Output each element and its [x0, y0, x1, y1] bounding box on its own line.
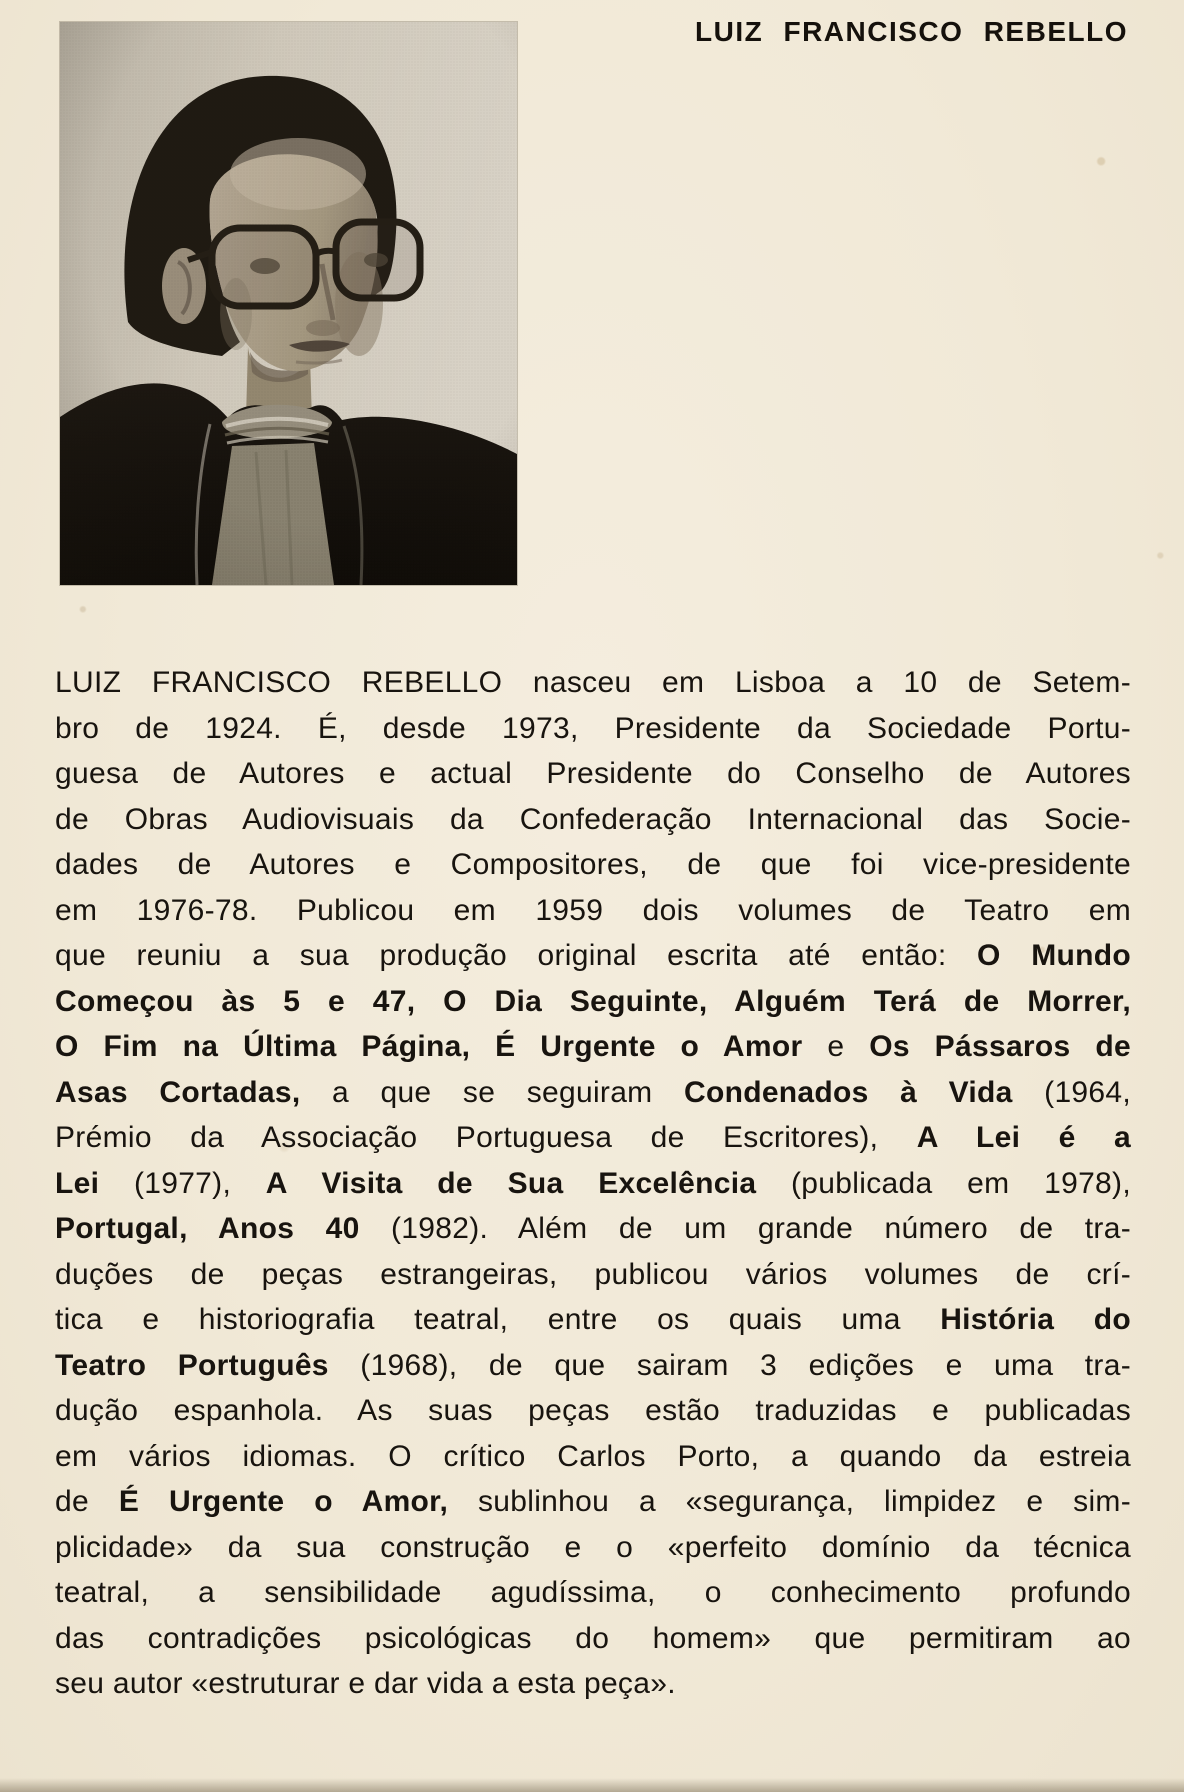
bio-line — [55, 1070, 1131, 1116]
bio-line — [55, 979, 1131, 1025]
bio-line — [55, 1616, 1131, 1662]
bio-segment: bro de 1924. É, desde 1973, Presidente da Sociedade Portu- — [55, 711, 1131, 745]
bio-bold-segment: Condenados à Vida — [683, 1075, 1013, 1109]
bio-line — [55, 1024, 1131, 1070]
bio-line — [55, 1388, 1131, 1434]
author-photo — [60, 22, 517, 585]
scan-bottom-edge — [0, 1778, 1184, 1792]
bio-segment: sublinhou a «segurança, limpidez e sim- — [448, 1485, 1131, 1518]
bio-line — [55, 1206, 1131, 1252]
bio-line — [55, 1434, 1131, 1480]
bio-line — [55, 751, 1131, 797]
bio-segment: (1968), de que sairam 3 edições e uma tra- — [328, 1348, 1131, 1382]
bio-line — [55, 1343, 1131, 1389]
bio-line — [55, 933, 1131, 979]
bio-line — [55, 660, 1131, 706]
bio-line — [55, 888, 1131, 934]
bio-text — [55, 660, 1131, 1707]
bio-segment: (1982). Além de um grande número de tra- — [359, 1212, 1132, 1245]
bio-segment: de — [55, 1485, 119, 1518]
bio-bold-segment: O Fim na Última Página, É Urgente o Amor — [55, 1030, 803, 1063]
bio-segment: plicidade» da sua construção e o «perfeito domínio da técnica — [55, 1530, 1131, 1564]
bio-bold-segment: Asas Cortadas, — [55, 1075, 301, 1109]
bio-segment: das contradições psicológicas do homem» que permitiram ao — [55, 1621, 1131, 1655]
bio-line — [55, 1570, 1131, 1616]
bio-segment: tica e historiografia teatral, entre os quais uma — [55, 1303, 941, 1336]
bio-bold-segment: O Mundo — [977, 939, 1131, 972]
bio-line — [55, 842, 1131, 888]
bio-bold-segment: Começou às 5 e 47, O Dia Seguinte, Alguém Terá de Morrer, — [55, 984, 1131, 1018]
bio-segment: (1964, — [1012, 1075, 1132, 1109]
bio-segment: (publicada em 1978), — [756, 1166, 1131, 1200]
bio-line — [55, 1115, 1131, 1161]
bio-bold-segment: Os Pássaros de — [869, 1030, 1131, 1063]
author-portrait-image — [60, 22, 517, 585]
photo-vignette — [60, 22, 517, 585]
bio-line — [55, 1479, 1131, 1525]
bio-bold-segment: Portugal, Anos 40 — [55, 1212, 360, 1245]
bio-bold-segment: Teatro Português — [55, 1348, 329, 1382]
bio-bold-segment: A Lei é a — [916, 1121, 1131, 1154]
bio-segment: e — [802, 1030, 870, 1063]
bio-segment: LUIZ FRANCISCO REBELLO nasceu em Lisboa a 10 de Setem- — [55, 666, 1131, 699]
bio-line — [55, 706, 1131, 752]
bio-segment: guesa de Autores e actual Presidente do Conselho de Autores — [55, 757, 1131, 790]
bio-line — [55, 1525, 1131, 1571]
bio-segment: que reuniu a sua produção original escrita até então: — [55, 939, 978, 972]
bio-segment: de Obras Audiovisuais da Confederação Internacional das Socie- — [55, 802, 1131, 836]
bio-segment: teatral, a sensibilidade agudíssima, o conhecimento profundo — [55, 1576, 1131, 1609]
bio-bold-segment: História do — [940, 1303, 1131, 1336]
bio-bold-segment: É Urgente o Amor, — [118, 1485, 449, 1518]
bio-bold-segment: A Visita de Sua Excelência — [265, 1166, 757, 1200]
page-title: LUIZ FRANCISCO REBELLO — [695, 16, 1128, 47]
bio-line — [55, 1161, 1131, 1207]
bio-segment: seu autor «estruturar e dar vida a esta peça». — [55, 1667, 676, 1700]
bio-line — [55, 797, 1131, 843]
bio-line — [55, 1297, 1131, 1343]
bio-bold-segment: Lei — [55, 1166, 100, 1200]
bio-line — [55, 1252, 1131, 1298]
bio-line — [55, 1661, 1131, 1707]
bio-segment: dades de Autores e Compositores, de que foi vice-presidente — [55, 848, 1131, 881]
bio-segment: em vários idiomas. O crítico Carlos Porto, a quando da estreia — [55, 1439, 1131, 1473]
bio-segment: (1977), — [99, 1166, 266, 1200]
bio-segment: em 1976-78. Publicou em 1959 dois volumes de Teatro em — [55, 893, 1131, 927]
bio-segment: a que se seguiram — [300, 1075, 684, 1109]
bio-segment: Prémio da Associação Portuguesa de Escritores), — [55, 1121, 917, 1154]
bio-segment: dução espanhola. As suas peças estão traduzidas e publicadas — [55, 1394, 1131, 1427]
bio-segment: duções de peças estrangeiras, publicou vários volumes de crí- — [55, 1257, 1131, 1291]
